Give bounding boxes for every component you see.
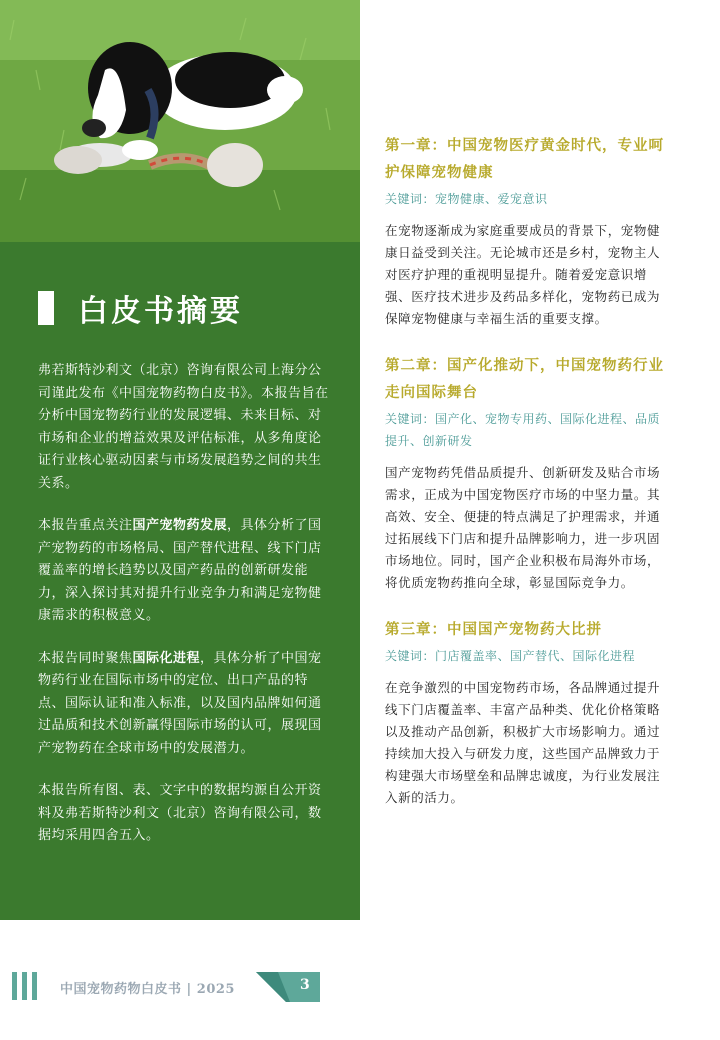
chapter-keywords: 关键词：宠物健康、爱宠意识: [385, 192, 548, 206]
page-footer: [0, 968, 720, 1008]
chapter-keywords: 关键词：门店覆盖率、国产替代、国际化进程: [385, 649, 636, 663]
footer-bars-icon: [12, 972, 37, 1000]
chapter-title: 第二章：国产化推动下，中国宠物药行业走向国际舞台: [385, 357, 664, 401]
cover-photo: [0, 0, 360, 242]
summary-paragraph-1: 弗若斯特沙利文（北京）咨询有限公司上海分公司谨此发布《中国宠物药物白皮书》。本报告旨在分析中国宠物药行业的发展逻辑、未来目标、对市场和企业的增益效果及评估标准，从多角度论证行业核心驱动因素与市场发展趋势之间的共生关系。: [38, 363, 329, 491]
chapter-3: [385, 616, 665, 809]
chapter-keywords: 关键词：国产化、宠物专用药、国际化进程、品质提升、创新研发: [385, 412, 661, 448]
title-accent-bar: [38, 291, 54, 325]
summary-paragraph-4: 本报告所有图、表、文字中的数据均源自公开资料及弗若斯特沙利文（北京）咨询有限公司，数据均采用四舍五入。: [38, 783, 322, 843]
page-number-tab: [256, 972, 320, 1002]
summary-heading: [38, 286, 243, 330]
p3-text-post: ，具体分析了中国宠物药行业在国际市场中的定位、出口产品的特点、国际认证和准入标准，以及国内品牌如何通过品质和技术创新赢得国际市场的认可，展现国产宠物药在全球市场中的发展潜力。: [38, 650, 322, 756]
summary-title: 白皮书摘要: [78, 294, 243, 329]
puppy-photo-illustration: [0, 0, 360, 242]
chapter-title: 第三章：中国国产宠物药大比拼: [385, 621, 602, 638]
summary-panel: [0, 242, 360, 920]
chapter-2: [385, 352, 665, 594]
p2-text-pre: 本报告重点关注: [38, 518, 133, 533]
p3-text-pre: 本报告同时聚焦: [38, 650, 133, 666]
summary-paragraph-2: [38, 515, 334, 628]
p2-text-post: ，具体分析了国产宠物药的市场格局、国产替代进程、线下门店覆盖率的增长趋势以及国产药品的创新研发能力，深入探讨其对提升行业竞争力和满足宠物健康需求的积极意义。: [38, 518, 322, 623]
chapter-title: 第一章：中国宠物医疗黄金时代，专业呵护保障宠物健康: [385, 137, 664, 181]
chapter-1: [385, 132, 665, 330]
chapter-body: 在竞争激烈的中国宠物药市场，各品牌通过提升线下门店覆盖率、丰富产品种类、优化价格策略以及推动产品创新，积极扩大市场影响力。通过持续加大投入与研发力度，这些国产品牌致力于构建强大市场壁垒和品牌忠诚度，为行业发展注入新的活力。: [385, 680, 661, 805]
chapter-body: 在宠物逐渐成为家庭重要成员的背景下，宠物健康日益受到关注。无论城市还是乡村，宠物主人对医疗护理的重视明显提升。随着爱宠意识增强、医疗技术进步及药品多样化，宠物药已成为保障宠物健康与幸福生活的重要支撑。: [385, 223, 661, 326]
footer-title: 中国宠物药物白皮书 | 2025: [60, 982, 235, 997]
chapter-body: 国产宠物药凭借品质提升、创新研发及贴合市场需求，正成为中国宠物医疗市场的中坚力量。其高效、安全、便捷的特点满足了护理需求，并通过拓展线下门店和提升品牌影响力，进一步巩固市场地位。同时，国产企业积极布局海外市场，将优质宠物药推向全球，彰显国际竞争力。: [385, 465, 661, 590]
p2-bold: 国产宠物药发展: [132, 518, 228, 533]
summary-paragraph-3: [38, 648, 334, 761]
summary-body: [38, 360, 334, 868]
chapters-column: [385, 132, 665, 831]
p3-bold: 国际化进程: [132, 650, 201, 666]
page-number: 3: [300, 977, 310, 993]
